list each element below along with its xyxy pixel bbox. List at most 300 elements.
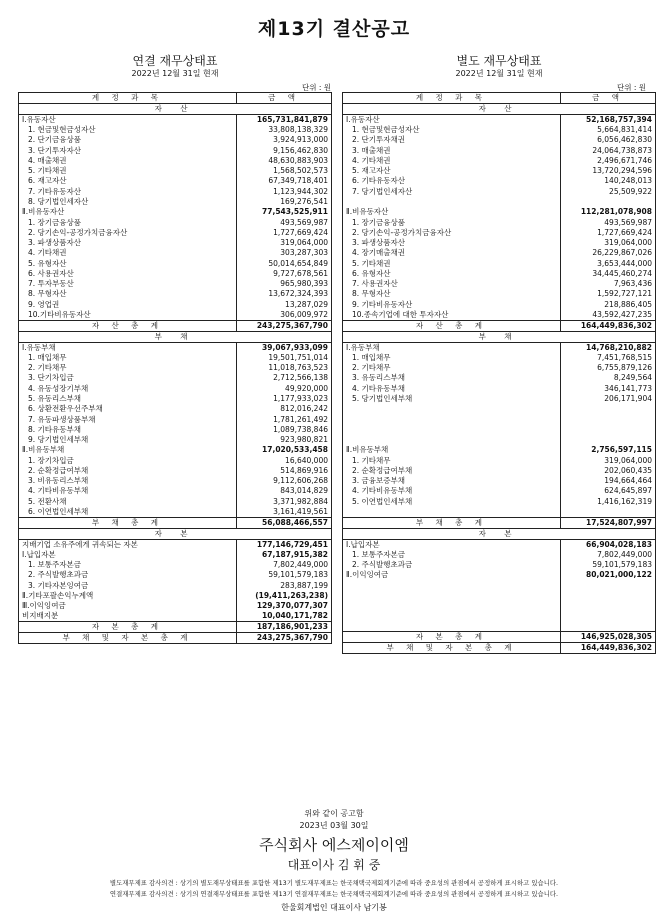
account-label: 1. 매입채무: [352, 352, 391, 362]
account-label: 4. 장기매출채권: [352, 248, 406, 258]
account-label: [343, 507, 561, 517]
table-row: [19, 486, 332, 496]
account-label: 5. 전환사채: [28, 496, 67, 506]
account-amount: 194,664,464: [561, 476, 656, 486]
table-row: [343, 269, 656, 279]
account-label: 1. 현금및현금성자산: [28, 125, 96, 135]
table-row: [19, 300, 332, 310]
account-label: Ⅱ.비유동부채: [22, 445, 65, 455]
account-amount: 52,168,757,394: [561, 115, 656, 126]
account-label: 2. 주식발행초과금: [28, 570, 89, 580]
table-row: [343, 248, 656, 258]
table-row: [19, 435, 332, 445]
account-label: 3. 매출채권: [352, 145, 391, 155]
account-label: [343, 580, 561, 590]
account-label: Ⅰ.유동자산: [346, 115, 380, 124]
account-label: [343, 197, 561, 207]
account-label: 4. 기타비유동부채: [352, 486, 413, 496]
table-row: [343, 166, 656, 176]
account-label: Ⅰ.유동부채: [346, 342, 380, 352]
account-amount: 77,543,525,911: [237, 207, 332, 217]
account-label: 1. 현금및현금성자산: [352, 125, 420, 135]
account-label: 2. 단기투자채권: [352, 135, 406, 145]
table-row: [19, 373, 332, 383]
account-label: 3. 비유동리스부채: [28, 476, 89, 486]
account-label: 3. 파생상품자산: [28, 238, 82, 248]
account-label: 1. 보통주자본금: [352, 549, 406, 559]
table-row: [19, 497, 332, 507]
account-amount: 66,904,028,183: [561, 539, 656, 550]
account-amount: [561, 601, 656, 611]
account-label: 5. 유형자산: [28, 258, 67, 268]
account-amount: 923,980,821: [237, 435, 332, 445]
table-row: [19, 269, 332, 279]
account-label: 1. 기타채무: [352, 455, 391, 465]
account-amount: 243,275,367,790: [237, 633, 332, 644]
account-amount: 165,731,841,879: [237, 115, 332, 126]
account-label: 2. 당기손익-공정가치금융자산: [28, 227, 128, 237]
account-amount: 19,501,751,014: [237, 353, 332, 363]
account-label: 4. 기타유동부채: [352, 383, 406, 393]
table-row: [19, 394, 332, 404]
table-row: [19, 166, 332, 176]
account-amount: 112,281,078,908: [561, 207, 656, 217]
table-row: [19, 404, 332, 414]
account-label: 2. 순확정급여부채: [352, 465, 413, 475]
table-row: [19, 228, 332, 238]
table-row: [19, 591, 332, 601]
total-row: [343, 643, 656, 654]
account-label: 8. 당기법인세자산: [28, 196, 89, 206]
account-label: 8. 무형자산: [352, 289, 391, 299]
account-amount: 1,727,669,424: [561, 228, 656, 238]
table-row: [343, 228, 656, 238]
account-label: 6. 유형자산: [352, 268, 391, 278]
table-row: [19, 289, 332, 299]
account-amount: 303,287,303: [237, 248, 332, 258]
account-label: 자 산: [19, 104, 332, 115]
account-amount: 39,067,933,099: [237, 342, 332, 353]
account-label: 3. 단기투자자산: [28, 145, 82, 155]
account-amount: 43,592,427,235: [561, 310, 656, 321]
table-row: [343, 310, 656, 321]
account-amount: 13,287,029: [237, 300, 332, 310]
table-row: [19, 156, 332, 166]
table-row: [19, 258, 332, 268]
table-row: [343, 539, 656, 550]
table-row: [19, 248, 332, 258]
table-row: [343, 373, 656, 383]
account-amount: 3,161,419,561: [237, 507, 332, 518]
table-row: [19, 197, 332, 207]
account-amount: 319,064,000: [561, 238, 656, 248]
section-header-row: [19, 331, 332, 342]
table-row: [343, 591, 656, 601]
account-amount: 1,089,738,846: [237, 425, 332, 435]
account-amount: 7,802,449,000: [561, 550, 656, 560]
account-label: Ⅲ.이익잉여금: [22, 601, 66, 611]
account-label: 7. 기타유동자산: [28, 186, 82, 196]
total-row: [19, 320, 332, 331]
section-header-row: [343, 528, 656, 539]
table-row: [343, 601, 656, 611]
account-amount: 206,171,904: [561, 394, 656, 404]
separate-title: 별도 재무상태표: [456, 54, 542, 68]
total-row: [343, 320, 656, 331]
account-label: Ⅱ.비유동자산: [346, 207, 389, 217]
account-label: 7. 당기법인세자산: [352, 186, 413, 196]
account-label: 부 채 총 계: [19, 517, 237, 528]
account-label: [343, 601, 561, 611]
table-row: [343, 404, 656, 414]
account-amount: 1,568,502,573: [237, 166, 332, 176]
account-label: Ⅱ.이익잉여금: [346, 570, 389, 580]
account-label: 자 본 총 계: [19, 622, 237, 633]
table-row: [343, 414, 656, 424]
account-amount: 624,645,897: [561, 486, 656, 496]
account-label: 부 채: [343, 331, 656, 342]
account-amount: 164,449,836,302: [561, 320, 656, 331]
consolidated-unit: 단위 : 원: [302, 83, 332, 92]
table-row: [19, 455, 332, 465]
account-amount: 319,064,000: [237, 238, 332, 248]
table-row: [343, 550, 656, 560]
account-label: 5. 재고자산: [352, 166, 391, 176]
account-label: 부 채 총 계: [343, 517, 561, 528]
account-label: 9. 영업권: [28, 299, 60, 309]
account-amount: 2,496,671,746: [561, 156, 656, 166]
account-label: 2. 기타채무: [352, 363, 391, 373]
table-row: [19, 363, 332, 373]
audit-opinion-consolidated: 연결재무제표 감사의견 : 상기의 연결재무상태표를 포함한 제13기 연결재무제표는 한국채택국제회계기준에 따라 중요성의 관점에서 공정하게 표시하고 있습니다.: [109, 890, 559, 898]
table-row: [343, 435, 656, 445]
account-label: 부 채: [19, 331, 332, 342]
account-amount: 243,275,367,790: [237, 320, 332, 331]
account-amount: [561, 591, 656, 601]
account-amount: 13,672,324,393: [237, 289, 332, 299]
account-label: 4. 기타채권: [352, 155, 391, 165]
account-amount: 14,768,210,882: [561, 342, 656, 353]
account-label: [343, 611, 561, 621]
account-amount: 80,021,000,122: [561, 570, 656, 580]
account-amount: 56,088,466,557: [237, 517, 332, 528]
account-amount: 67,349,718,401: [237, 176, 332, 186]
account-label: 1. 장기금융상품: [28, 217, 82, 227]
table-row: [19, 384, 332, 394]
account-amount: 17,020,533,458: [237, 445, 332, 455]
account-label: 9. 기타비유동자산: [352, 299, 413, 309]
account-label: 2. 단기금융상품: [28, 135, 82, 145]
account-label: 10.종속기업에 대한 투자자산: [352, 309, 449, 319]
account-amount: 34,445,460,274: [561, 269, 656, 279]
account-label: 4. 기타비유동부채: [28, 486, 89, 496]
account-amount: 9,112,606,268: [237, 476, 332, 486]
section-header-row: [19, 528, 332, 539]
account-label: [343, 621, 561, 631]
account-label: 5. 이연법인세부채: [352, 496, 413, 506]
table-row: [19, 476, 332, 486]
account-amount: 1,177,933,023: [237, 394, 332, 404]
table-row: [343, 445, 656, 455]
account-label: [343, 591, 561, 601]
account-amount: 1,781,261,492: [237, 414, 332, 424]
account-label: 부 채 및 자 본 총 계: [343, 643, 561, 654]
account-amount: 843,014,829: [237, 486, 332, 496]
account-label: 3. 유동리스부채: [352, 373, 406, 383]
table-header: [343, 93, 656, 104]
account-label: 6. 사용권자산: [28, 268, 74, 278]
table-row: [19, 507, 332, 518]
account-amount: [561, 404, 656, 414]
account-label: Ⅰ.납입자본: [346, 539, 380, 549]
account-amount: 26,229,867,026: [561, 248, 656, 258]
total-row: [19, 633, 332, 644]
table-header: [19, 93, 332, 104]
account-amount: 13,720,294,596: [561, 166, 656, 176]
table-row: [343, 197, 656, 207]
table-row: [343, 455, 656, 465]
account-label: 5. 기타채권: [28, 166, 67, 176]
account-amount: 2,756,597,115: [561, 445, 656, 455]
account-label: 1. 보통주자본금: [28, 560, 82, 570]
account-label: 6. 이연법인세부채: [28, 506, 89, 516]
consolidated-balance-sheet-table: [18, 92, 332, 644]
account-amount: 514,869,916: [237, 466, 332, 476]
column-header-item: 계 정 과 목: [19, 93, 237, 104]
account-amount: 346,141,773: [561, 384, 656, 394]
account-amount: 33,808,138,329: [237, 125, 332, 135]
account-amount: [561, 197, 656, 207]
table-row: [19, 217, 332, 227]
table-row: [19, 601, 332, 611]
account-label: [343, 414, 561, 424]
account-label: 자 본: [19, 528, 332, 539]
account-amount: 25,509,922: [561, 187, 656, 197]
table-row: [343, 486, 656, 496]
total-row: [343, 632, 656, 643]
account-label: 지배기업 소유주에게 귀속되는 자본: [22, 539, 138, 549]
table-row: [19, 176, 332, 186]
column-header-amount: 금 액: [561, 93, 656, 104]
account-amount: 283,887,199: [237, 581, 332, 591]
account-amount: 59,101,579,183: [237, 570, 332, 580]
table-row: [343, 217, 656, 227]
account-amount: (19,411,263,238): [237, 591, 332, 601]
account-amount: 965,980,393: [237, 279, 332, 289]
account-amount: 8,249,564: [561, 373, 656, 383]
account-amount: [561, 414, 656, 424]
account-label: Ⅱ.비유동부채: [346, 445, 389, 455]
account-label: 9. 당기법인세부채: [28, 435, 89, 445]
table-row: [19, 125, 332, 135]
table-row: [19, 310, 332, 321]
account-amount: 218,886,405: [561, 300, 656, 310]
separate-unit: 단위 : 원: [617, 83, 647, 92]
account-amount: 177,146,729,451: [237, 539, 332, 550]
account-label: 1. 장기금융상품: [352, 217, 406, 227]
table-row: [19, 425, 332, 435]
account-label: 7. 유동파생상품부채: [28, 414, 96, 424]
ceo-name: 대표이사 김 휘 중: [287, 858, 381, 872]
table-row: [343, 580, 656, 590]
account-amount: [561, 425, 656, 435]
account-amount: [561, 507, 656, 517]
account-amount: [561, 580, 656, 590]
table-row: [343, 570, 656, 580]
table-row: [19, 445, 332, 455]
account-amount: 319,064,000: [561, 455, 656, 465]
table-row: [343, 560, 656, 570]
account-amount: 9,156,462,830: [237, 146, 332, 156]
table-row: [343, 238, 656, 248]
account-amount: 493,569,987: [561, 217, 656, 227]
table-row: [19, 207, 332, 217]
table-row: [19, 414, 332, 424]
account-amount: 164,449,836,302: [561, 643, 656, 654]
account-amount: 2,712,566,138: [237, 373, 332, 383]
account-label: 7. 사용권자산: [352, 279, 398, 289]
account-label: 비지배지분: [22, 611, 59, 621]
account-label: Ⅰ.유동자산: [22, 115, 56, 124]
account-amount: 1,123,944,302: [237, 187, 332, 197]
company-name: 주식회사 에스제이이엠: [259, 836, 409, 854]
account-label: 5. 당기법인세부채: [352, 393, 413, 403]
account-label: 자 본: [343, 528, 656, 539]
account-amount: 7,963,436: [561, 279, 656, 289]
account-label: 5. 기타채권: [352, 258, 391, 268]
account-amount: 49,920,000: [237, 384, 332, 394]
account-amount: 7,451,768,515: [561, 353, 656, 363]
table-row: [343, 476, 656, 486]
page-title: 제13기 결산공고: [257, 18, 411, 40]
account-amount: 169,276,541: [237, 197, 332, 207]
account-label: 4. 유동성장기부채: [28, 383, 89, 393]
account-label: [343, 435, 561, 445]
table-row: [19, 539, 332, 550]
table-row: [343, 353, 656, 363]
account-label: 5. 유동리스부채: [28, 393, 82, 403]
table-row: [19, 187, 332, 197]
account-label: 2. 순확정급여부채: [28, 465, 89, 475]
account-amount: 1,727,669,424: [237, 228, 332, 238]
account-label: 4. 기타채권: [28, 248, 67, 258]
account-label: 2. 당기손익-공정가치금융자산: [352, 227, 452, 237]
account-amount: 11,018,763,523: [237, 363, 332, 373]
account-label: 1. 장기차입금: [28, 455, 74, 465]
account-label: 자 산 총 계: [19, 320, 237, 331]
account-label: 3. 파생상품자산: [352, 238, 406, 248]
table-row: [343, 279, 656, 289]
account-label: 6. 기타유동자산: [352, 176, 406, 186]
account-amount: [561, 435, 656, 445]
table-row: [343, 258, 656, 268]
table-row: [343, 207, 656, 217]
table-row: [343, 300, 656, 310]
account-amount: 140,248,013: [561, 176, 656, 186]
account-label: 8. 기타유동부채: [28, 424, 82, 434]
table-row: [19, 353, 332, 363]
table-row: [343, 342, 656, 353]
account-amount: 6,755,879,126: [561, 363, 656, 373]
table-row: [19, 279, 332, 289]
separate-balance-sheet-table: [342, 92, 656, 654]
separate-date: 2022년 12월 31일 현재: [455, 69, 543, 78]
table-row: [19, 115, 332, 126]
table-row: [343, 394, 656, 404]
table-row: [343, 363, 656, 373]
account-label: 6. 상환전환우선주부채: [28, 404, 103, 414]
table-row: [19, 238, 332, 248]
notice-date: 2023년 03월 30일: [299, 821, 369, 830]
account-amount: 48,630,883,903: [237, 156, 332, 166]
table-row: [343, 507, 656, 517]
account-label: 2. 기타채무: [28, 363, 67, 373]
account-label: 3. 기타자본잉여금: [28, 580, 89, 590]
account-label: 2. 주식발행초과금: [352, 559, 413, 569]
account-label: 3. 금융보증부채: [352, 476, 406, 486]
account-label: 자 산 총 계: [343, 320, 561, 331]
notice-text: 위와 같이 공고함: [304, 809, 364, 818]
account-amount: 5,664,831,414: [561, 125, 656, 135]
table-row: [343, 621, 656, 631]
account-label: Ⅰ.유동부채: [22, 342, 56, 352]
table-row: [19, 550, 332, 560]
table-row: [19, 581, 332, 591]
total-row: [343, 517, 656, 528]
consolidated-date: 2022년 12월 31일 현재: [131, 69, 219, 78]
account-amount: 187,186,901,233: [237, 622, 332, 633]
table-row: [343, 156, 656, 166]
table-row: [19, 611, 332, 622]
account-amount: 1,592,727,121: [561, 289, 656, 299]
column-header-amount: 금 액: [237, 93, 332, 104]
table-row: [343, 146, 656, 156]
section-header-row: [19, 104, 332, 115]
account-amount: 50,014,654,849: [237, 258, 332, 268]
account-amount: 17,524,807,997: [561, 517, 656, 528]
account-label: 8. 무형자산: [28, 289, 67, 299]
account-amount: 59,101,579,183: [561, 560, 656, 570]
table-row: [343, 425, 656, 435]
total-row: [19, 622, 332, 633]
account-amount: [561, 611, 656, 621]
account-amount: 306,009,972: [237, 310, 332, 321]
account-amount: 202,060,435: [561, 466, 656, 476]
account-amount: 6,056,462,830: [561, 135, 656, 145]
account-label: 4. 매출채권: [28, 155, 67, 165]
account-label: 10.기타비유동자산: [28, 309, 91, 319]
table-row: [19, 560, 332, 570]
account-amount: 24,064,738,873: [561, 146, 656, 156]
account-amount: 146,925,028,305: [561, 632, 656, 643]
table-row: [19, 570, 332, 580]
table-row: [343, 384, 656, 394]
table-row: [19, 146, 332, 156]
account-label: 자 본 총 계: [343, 632, 561, 643]
account-label: [343, 404, 561, 414]
section-header-row: [343, 104, 656, 115]
account-label: Ⅰ.납입자본: [22, 549, 56, 559]
column-header-item: 계 정 과 목: [343, 93, 561, 104]
table-row: [343, 187, 656, 197]
account-amount: 16,640,000: [237, 455, 332, 465]
account-amount: [561, 621, 656, 631]
table-row: [343, 611, 656, 621]
account-label: 부 채 및 자 본 총 계: [19, 633, 237, 644]
account-label: 3. 단기차입금: [28, 373, 74, 383]
table-row: [19, 342, 332, 353]
account-amount: 10,040,171,782: [237, 611, 332, 622]
